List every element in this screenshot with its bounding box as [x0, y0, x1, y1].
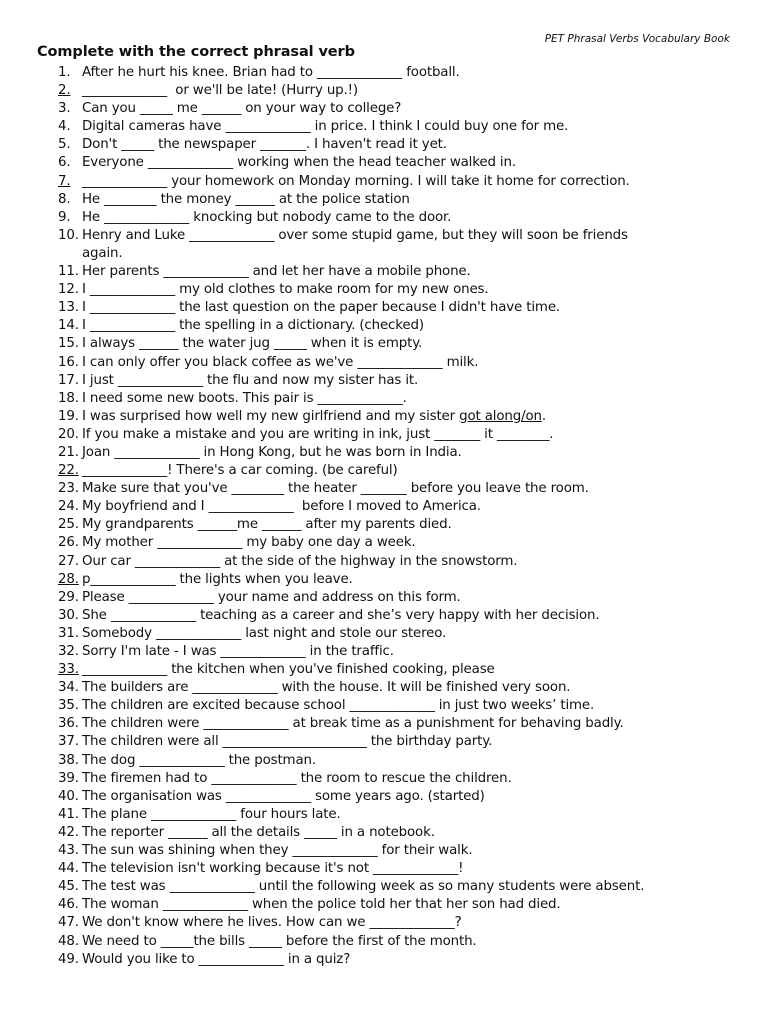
exercise-item [58, 788, 758, 806]
item-number: 30. [58, 607, 79, 623]
item-number: 11. [58, 264, 79, 280]
exercise-item [58, 444, 758, 462]
exercise-item [58, 933, 758, 951]
exercise-item [58, 951, 758, 969]
exercise-item [58, 64, 758, 82]
exercise-item [58, 335, 758, 353]
item-text: Make sure that you've ________ the heater _______ before you leave the room. [82, 481, 589, 497]
item-text: My grandparents ______me ______ after my parents died. [82, 517, 452, 533]
item-number: 29. [58, 589, 79, 605]
item-number: 26. [58, 535, 79, 551]
item-text: The builders are _____________ with the house. It will be finished very soon. [82, 680, 571, 696]
item-text: If you make a mistake and you are writing in ink, just _______ it ________. [82, 426, 554, 442]
item-number: 3. [58, 101, 71, 117]
item-text: Don't _____ the newspaper _______. I haven't read it yet. [82, 137, 447, 153]
item-text: Our car _____________ at the side of the highway in the snowstorm. [82, 553, 518, 569]
item-text: Everyone _____________ working when the head teacher walked in. [82, 155, 516, 171]
exercise-item [58, 878, 758, 896]
item-number: 24. [58, 499, 79, 515]
item-text: Joan _____________ in Hong Kong, but he was born in India. [82, 444, 462, 460]
item-number: 21. [58, 444, 79, 460]
exercise-item [58, 607, 758, 625]
exercise-item [58, 860, 758, 878]
item-text: I _____________ the last question on the paper because I didn't have time. [82, 300, 561, 316]
item-number: 49. [58, 951, 79, 967]
exercise-item [58, 842, 758, 860]
exercise-item [58, 317, 758, 335]
exercise-item [58, 534, 758, 552]
item-number: 35. [58, 698, 79, 714]
exercise-item [58, 770, 758, 788]
exercise-item [58, 806, 758, 824]
exercise-item [58, 553, 758, 571]
item-text: The woman _____________ when the police told her that her son had died. [82, 897, 561, 913]
item-number: 19. [58, 408, 79, 424]
exercise-item [58, 173, 758, 191]
item-number: 36. [58, 716, 79, 732]
exercise-item [58, 426, 758, 444]
item-number: 42. [58, 824, 79, 840]
exercise-item [58, 408, 758, 426]
exercise-item [58, 896, 758, 914]
exercise-item [58, 661, 758, 679]
exercise-list [58, 64, 758, 969]
item-text: _____________ or we'll be late! (Hurry up.!) [82, 83, 358, 99]
item-number: 34. [58, 680, 79, 696]
item-number: 15. [58, 336, 79, 352]
item-text: Please _____________ your name and address on this form. [82, 589, 461, 605]
item-number: 22. [58, 463, 79, 479]
item-text: The television isn't working because it's not _____________! [82, 861, 464, 877]
item-number: 7. [58, 173, 71, 189]
item-number: 9. [58, 209, 71, 225]
exercise-item [58, 354, 758, 372]
item-text: Digital cameras have _____________ in price. I think I could buy one for me. [82, 119, 569, 135]
item-number: 38. [58, 752, 79, 768]
item-number: 12. [58, 282, 79, 298]
item-text: My mother _____________ my baby one day a week. [82, 535, 416, 551]
item-text: The reporter ______ all the details _____ in a notebook. [82, 824, 435, 840]
item-number: 8. [58, 191, 71, 207]
item-text: I need some new boots. This pair is _____________. [82, 390, 407, 406]
item-number: 6. [58, 155, 71, 171]
exercise-item [58, 697, 758, 715]
item-number: 46. [58, 897, 79, 913]
item-text: We don't know where he lives. How can we _____________? [82, 915, 462, 931]
item-number: 32. [58, 644, 79, 659]
item-text: The test was _____________ until the following week as so many students were absent. [82, 879, 645, 895]
exercise-item [58, 480, 758, 498]
exercise-item [58, 136, 758, 154]
item-number: 37. [58, 734, 79, 750]
item-number: 4. [58, 119, 71, 135]
item-text-end: . [541, 408, 546, 424]
item-text: We need to _____the bills _____ before the first of the month. [82, 933, 477, 949]
item-text: Sorry I'm late - I was _____________ in the traffic. [82, 644, 394, 659]
worksheet-title: Complete with the correct phrasal verb [37, 44, 355, 60]
exercise-item [58, 82, 758, 100]
item-number: 20. [58, 426, 79, 442]
item-text: He ________ the money ______ at the police station [82, 191, 410, 207]
item-underlined-answer: got along/on [459, 408, 542, 424]
item-number: 13. [58, 300, 79, 316]
exercise-item [58, 752, 758, 770]
item-number: 48. [58, 933, 79, 949]
item-text: She _____________ teaching as a career and she’s very happy with her decision. [82, 607, 600, 623]
exercise-item [58, 571, 758, 589]
book-title-header: PET Phrasal Verbs Vocabulary Book [544, 33, 730, 45]
item-text: I always ______ the water jug _____ when it is empty. [82, 336, 423, 352]
exercise-item [58, 679, 758, 697]
item-number: 40. [58, 788, 79, 804]
item-text: I just _____________ the flu and now my sister has it. [82, 372, 419, 388]
item-text: _____________ your homework on Monday morning. I will take it home for correction. [82, 173, 630, 189]
item-number: 44. [58, 861, 79, 877]
exercise-item [58, 227, 758, 245]
exercise-item [58, 118, 758, 136]
item-number: 14. [58, 318, 79, 334]
exercise-item [58, 914, 758, 932]
item-number: 1. [58, 65, 71, 80]
exercise-item [58, 498, 758, 516]
exercise-item [58, 733, 758, 751]
item-text: Can you _____ me ______ on your way to college? [82, 101, 402, 117]
item-text: The organisation was _____________ some years ago. (started) [82, 788, 485, 804]
item-text: The children were _____________ at break time as a punishment for behaving badly. [82, 716, 624, 732]
item-text: The plane _____________ four hours late. [82, 806, 341, 822]
item-text: The sun was shining when they _____________ for their walk. [82, 843, 473, 859]
item-number: 5. [58, 137, 71, 153]
item-number: 23. [58, 481, 79, 497]
exercise-item [58, 209, 758, 227]
exercise-item [58, 462, 758, 480]
item-number: 45. [58, 879, 79, 895]
item-number: 2. [58, 83, 71, 99]
item-text: The children were all ______________________ the birthday party. [82, 734, 493, 750]
item-number: 10. [58, 227, 79, 243]
item-text: The firemen had to _____________ the room to rescue the children. [82, 770, 512, 786]
item-number: 17. [58, 372, 79, 388]
item-number: 41. [58, 806, 79, 822]
item-number: 47. [58, 915, 79, 931]
item-text: _____________! There's a car coming. (be careful) [82, 463, 398, 479]
exercise-item [58, 516, 758, 534]
exercise-item [58, 715, 758, 733]
item-text: The dog _____________ the postman. [82, 752, 316, 768]
item-number: 28. [58, 571, 79, 587]
item-text: I can only offer you black coffee as we've _____________ milk. [82, 354, 479, 370]
exercise-item [58, 191, 758, 209]
item-text: I _____________ the spelling in a dictionary. (checked) [82, 318, 424, 334]
exercise-item [58, 390, 758, 408]
exercise-item [58, 372, 758, 390]
exercise-item [58, 100, 758, 118]
item-number: 39. [58, 770, 79, 786]
item-text-continuation: again. [82, 245, 123, 261]
item-text: After he hurt his knee. Brian had to _____________ football. [82, 65, 460, 80]
item-number: 16. [58, 354, 79, 370]
exercise-item [58, 281, 758, 299]
item-text: I _____________ my old clothes to make room for my new ones. [82, 282, 489, 298]
exercise-item [58, 824, 758, 842]
exercise-item [58, 589, 758, 607]
exercise-item [58, 154, 758, 172]
item-text: The children are excited because school _____________ in just two weeks’ time. [82, 698, 595, 714]
item-number: 43. [58, 843, 79, 859]
item-text: Would you like to _____________ in a quiz? [82, 951, 351, 967]
item-number: 33. [58, 662, 79, 678]
item-text: My boyfriend and I _____________ before I moved to America. [82, 499, 481, 515]
item-number: 27. [58, 553, 79, 569]
item-number: 18. [58, 390, 79, 406]
item-text: _____________ the kitchen when you've finished cooking, please [82, 662, 495, 678]
item-number: 31. [58, 625, 79, 641]
exercise-item [58, 263, 758, 281]
item-text: Henry and Luke _____________ over some stupid game, but they will soon be friends [82, 227, 628, 243]
item-text: p_____________ the lights when you leave. [82, 571, 353, 587]
exercise-item [58, 625, 758, 643]
exercise-item [58, 299, 758, 317]
item-text: Her parents _____________ and let her have a mobile phone. [82, 264, 471, 280]
item-text: He _____________ knocking but nobody came to the door. [82, 209, 452, 225]
exercise-item [58, 643, 758, 661]
item-text: Somebody _____________ last night and stole our stereo. [82, 625, 447, 641]
item-text: I was surprised how well my new girlfriend and my sister [82, 408, 460, 424]
item-number: 25. [58, 517, 79, 533]
